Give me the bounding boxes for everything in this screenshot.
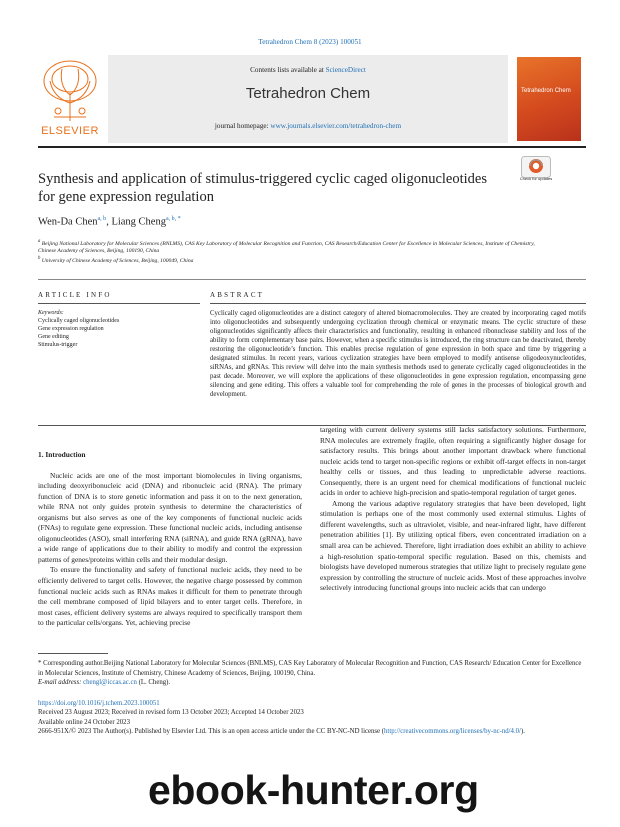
keywords-label: Keywords: — [38, 310, 64, 316]
affiliation-a — [38, 238, 538, 256]
footnote-text: Corresponding author.Beijing National Laboratory for Molecular Sciences (BNLMS), CAS Key Laboratory of Molecular Recognition and Function, CAS Research/ Education Center for Excellence in Molecular Sciences, Institute of Chemistry, Chinese Academy of Sciences, Beijing, 100190, China. — [38, 660, 582, 677]
keyword-item: Gene expression regulation — [38, 326, 104, 332]
affiliation-text: University of Chinese Academy of Sciences, Beijing, 100049, China — [41, 257, 194, 264]
received-dates: Received 23 August 2023; Received in revised form 13 October 2023; Accepted 14 October 2023 — [38, 709, 304, 717]
affiliation-marker: a — [38, 239, 41, 244]
journal-reference-link[interactable]: Tetrahedron Chem 8 (2023) 100051 — [258, 38, 362, 46]
body-paragraph: Among the various adaptive regulatory strategies that have been developed, light stimulation is perhaps one of the most commonly used external stimulus. Lights of different wavelengths, such as ultraviolet, visible, and near-infrared light, have different penetration abilities [1]. By utilizing optical fibers, even concentrated irradiation on a small area can be achieved. Therefore, light irradiation does exhibit an ability to achieve a high-resolution spatio-temporal specific regulation. Based on this, chemists and biologists have developed numerous strategies that utilize light to precisely regulate gene expression by controlling the structure of nucleic acids. Most of these approaches involve selectively introducing functional groups into nucleic acids that can undergo — [320, 498, 586, 593]
affiliation-b — [38, 256, 538, 264]
article-info-heading: ARTICLE INFO — [38, 291, 112, 299]
keywords-block — [38, 309, 198, 349]
journal-title: Tetrahedron Chem — [245, 85, 371, 102]
license-link[interactable]: http://creativecommons.org/licenses/by-nc-nd/4.0/ — [384, 727, 521, 735]
watermark-text: ebook-hunter.org — [148, 767, 479, 813]
section-heading: 1. Introduction — [38, 450, 86, 459]
cover-title: Tetrahedron Chem — [521, 88, 571, 94]
author-name[interactable]: Liang Cheng — [111, 216, 166, 228]
body-paragraph: targeting with current delivery systems still lacks satisfactory solutions. Furthermore, RNA molecules are extremely fragile, often requiring a significantly higher dosage for satisfactory results. This brings about another important drawback where functional nucleic acids tend to target non-specific regions or exhibit off-target effects in non-target healthy cells or tissues, and thus leading to unpredictable adverse reactions. Consequently, there is an urgent need for chemical modifications of functional nucleic acids in order to achieve high-precision and spatio-temporal regulation of target genes. — [320, 425, 586, 498]
author-list — [38, 216, 181, 228]
header-divider — [38, 146, 586, 148]
body-paragraph: Nucleic acids are one of the most important biomolecules in living organisms, including deoxyribonucleic acid (DNA) and ribonucleic acid (RNA). The primary function of DNA is to store genetic information and pass it on to the next generation, while RNA not only guides protein synthesis to determine the characteristics of organisms but also serves as one of the key components of functional nucleic acids (FNAs) to regulate gene expression. These functional nucleic acids, including antisense oligonucleotides (ASO), small interfering RNA (siRNA), and guide RNA (gRNA), have a wide range of applications due to their ability to modify and control the expression patterns of genes/proteins within cells and their modular design. — [38, 470, 302, 564]
publication-info — [38, 699, 586, 736]
abstract-text: Cyclically caged oligonucleotides are a distinct category of altered biomacromolecules. They are created by incorporating caged motifs into oligonucleotides and subsequently undergoing cyclization through chemical or enzymatic means. The cyclic structure of these oligonucleotides significantly affects their characteristics and functionality, resulting in enhanced ribonuclease stability and loss of the ability to form complementary base pairs. However, when a specific stimulus is introduced, the ring structure can be deactivated, thereby restoring the oligonucleotide’s function. This enables precise regulation of gene expression in both space and time by triggering a designated stimulus. In recent years, various cyclization strategies have been employed to modify antisense oligodeoxynucleotides, siRNAs, and gRNAs. This review will delve into the main synthesis methods used to generate cyclically caged oligonucleotides in the past decade. Moreover, we will explore the applications of these oligonucleotides in gene expression regulation, encompassing gene silencing and gene editing. This offers a valuable tool for comprehending the role of genes in the processes of biological growth and development. — [210, 310, 586, 399]
body-column-left — [38, 450, 302, 629]
article-info-rule — [38, 303, 200, 304]
elsevier-wordmark: ELSEVIER — [41, 125, 99, 137]
keyword-item: Cyclically caged oligonucleotides — [38, 318, 120, 324]
author-name[interactable]: Wen-Da Chen — [38, 216, 98, 228]
journal-homepage-link[interactable]: www.journals.elsevier.com/tetrahedron-chem — [270, 122, 402, 130]
author-separator: , — [106, 216, 112, 228]
license-suffix: ). — [520, 727, 525, 735]
contents-prefix: Contents lists available at — [250, 66, 326, 74]
body-column-right — [320, 425, 586, 594]
body-paragraph: To ensure the functionality and safety of functional nucleic acids, they need to be efficiently delivered to target cells. However, the negative charge possessed by common functional nucleic acids such as RNAs makes it difficult for them to penetrate through the cell membrane composed of lipid bilayers and to enter target cells. Therefore, in most cases, efficient delivery systems are always required to specifically transport them to the particular cells/organs. Yet, achieving precise — [38, 565, 302, 628]
available-online-date: Available online 24 October 2023 — [38, 718, 130, 726]
email-link[interactable]: chengl@iccas.ac.cn — [83, 679, 137, 686]
check-for-updates-icon[interactable] — [521, 156, 551, 186]
abstract-heading: ABSTRACT — [210, 291, 265, 299]
keyword-item: Stimulus-trigger — [38, 342, 78, 348]
contents-availability-line — [108, 66, 508, 74]
affiliation-marker: b — [38, 256, 41, 261]
doi-link[interactable]: https://doi.org/10.1016/j.tchem.2023.100051 — [38, 700, 160, 707]
author-affiliation-marker[interactable]: a, b — [97, 216, 107, 222]
license-prefix: 2666-951X/© 2023 The Author(s). Published by Elsevier Ltd. This is an open access article under the CC BY-NC-ND license ( — [38, 727, 385, 735]
email-suffix: (L. Cheng). — [136, 679, 171, 686]
license-statement — [38, 727, 586, 736]
sciencedirect-link[interactable]: ScienceDirect — [325, 66, 366, 74]
journal-homepage-line — [108, 122, 508, 130]
check-for-updates-label: Check for updates — [519, 176, 553, 181]
homepage-prefix: journal homepage: — [214, 122, 271, 130]
corresponding-author-footnote — [38, 659, 586, 688]
author-affiliation-marker[interactable]: a, b, * — [165, 216, 181, 222]
journal-cover-thumbnail — [517, 57, 581, 141]
footnote-star: * — [38, 660, 42, 667]
email-label: E-mail address: — [38, 679, 84, 686]
article-title: Synthesis and application of stimulus-triggered cyclic caged oligonucleotides for gene expression regulation — [38, 171, 487, 205]
affiliation-text: Beijing National Laboratory for Molecular Sciences (BNLMS), CAS Key Laboratory of Molecular Recognition and Function, CAS Research/Education Center for Excellence in Molecular Sciences, Institute of Chemistry, Chinese Academy of Sciences, Beijing, 100190, China — [38, 240, 535, 255]
footnote-rule — [38, 653, 108, 654]
keyword-item: Gene editing — [38, 334, 69, 340]
front-matter-divider — [38, 279, 586, 280]
abstract-rule — [210, 303, 586, 304]
